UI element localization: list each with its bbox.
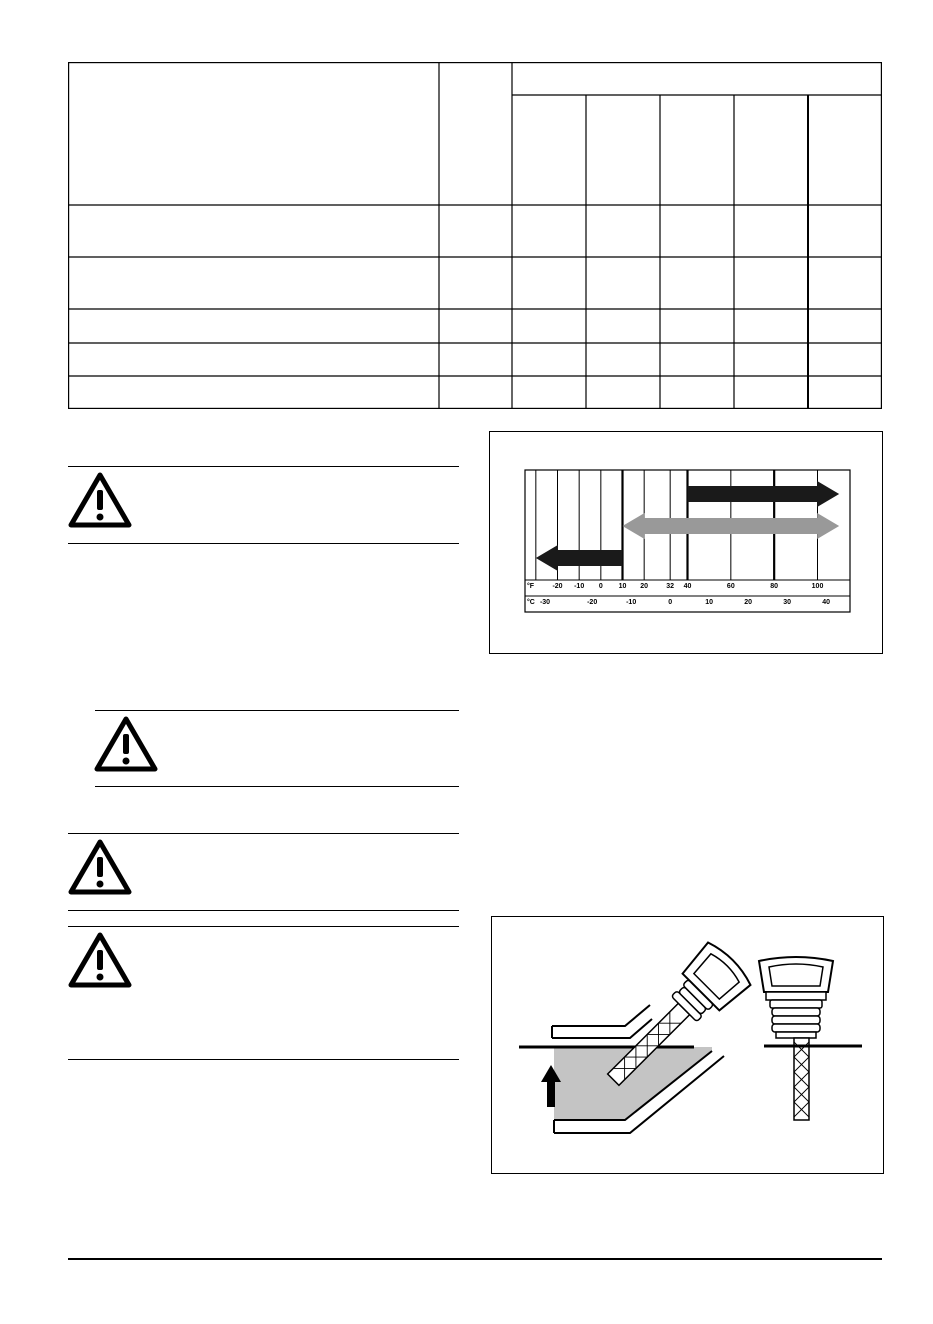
celsius-tick-label: 40	[822, 599, 831, 606]
celsius-tick-label: 10	[705, 599, 714, 606]
warning-triangle-icon	[68, 932, 132, 988]
warning-rule-bottom-2	[95, 786, 459, 787]
warning-rule-bottom-1	[68, 543, 459, 544]
filler-neck-upper-wall	[552, 1005, 650, 1026]
celsius-tick-label: -20	[587, 599, 598, 606]
warning-triangle-icon	[68, 472, 132, 528]
warning-rule-top-3	[68, 833, 459, 834]
celsius-tick-label: 20	[744, 599, 753, 606]
fahrenheit-tick-label: 60	[726, 583, 735, 590]
fahrenheit-tick-label: -10	[574, 583, 585, 590]
specification-table	[68, 62, 882, 409]
warning-triangle-icon	[94, 716, 158, 772]
fahrenheit-unit-label: °F	[527, 583, 535, 590]
oil-dipstick-figure	[491, 916, 884, 1174]
fahrenheit-tick-label: 80	[770, 583, 779, 590]
fahrenheit-tick-label: 32	[666, 583, 675, 590]
fahrenheit-tick-label: 20	[640, 583, 649, 590]
fahrenheit-tick-label: 0	[598, 583, 603, 590]
celsius-tick-label: 30	[783, 599, 792, 606]
warning-rule-top-4	[68, 926, 459, 927]
temperature-range-arrow-1	[688, 481, 840, 507]
fahrenheit-tick-label: 10	[618, 583, 627, 590]
temperature-range-figure	[489, 431, 883, 654]
dipstick-upright	[759, 957, 862, 1120]
fahrenheit-tick-label: 40	[683, 583, 692, 590]
warning-rule-bottom-4	[68, 1059, 459, 1060]
celsius-tick-label: 0	[668, 599, 673, 606]
warning-rule-top-1	[68, 466, 459, 467]
fahrenheit-tick-label: -20	[552, 583, 563, 590]
warning-rule-top-2	[95, 710, 459, 711]
celsius-tick-label: -10	[626, 599, 637, 606]
temperature-scale-grid	[490, 432, 882, 653]
fahrenheit-tick-label: 100	[811, 583, 824, 590]
warning-triangle-icon	[68, 839, 132, 895]
celsius-unit-label: °C	[527, 599, 535, 606]
footer-rule	[68, 1258, 882, 1260]
celsius-tick-label: -30	[539, 599, 551, 606]
warning-rule-bottom-3	[68, 910, 459, 911]
